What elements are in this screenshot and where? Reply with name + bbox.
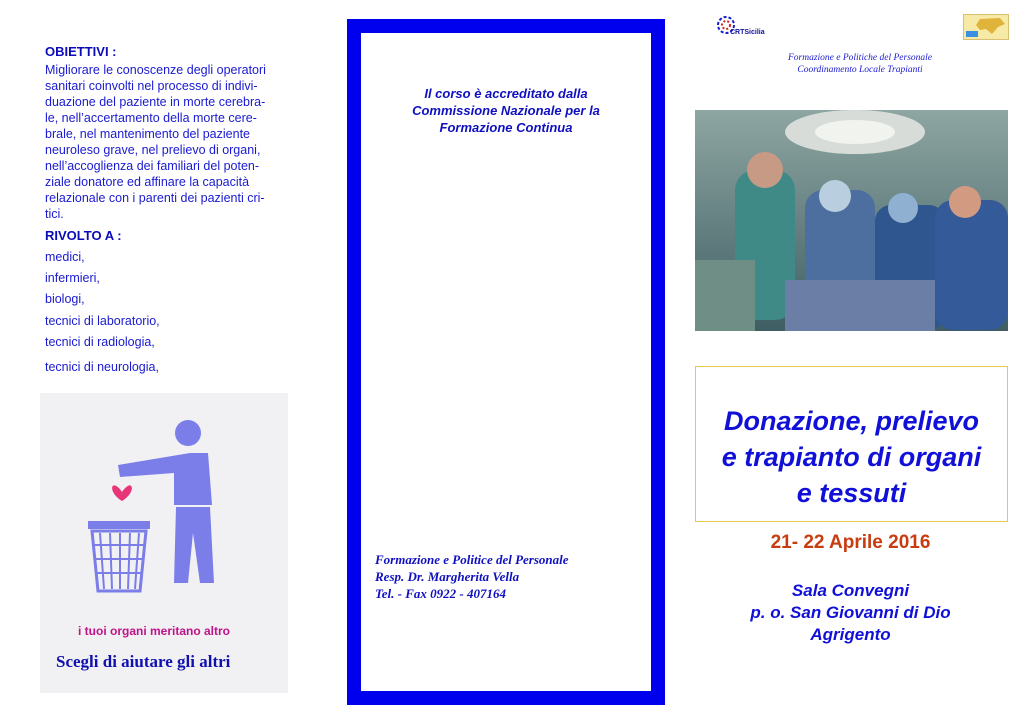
audience-item: biologi, (45, 292, 85, 306)
frame-top-border (347, 19, 665, 33)
venue-line: Agrigento (810, 625, 891, 644)
trash-bin-icon (88, 521, 150, 591)
audience-item: medici, (45, 250, 85, 264)
obiettivi-line: le, nell’accertamento della morte cere- (45, 111, 257, 125)
title-line: e trapianto di organi (721, 442, 982, 472)
figure-head (175, 420, 201, 446)
frame-right-border (651, 19, 665, 705)
frame-left-border (347, 19, 361, 705)
audience-item: tecnici di radiologia, (45, 335, 155, 349)
contact-line: Formazione e Politice del Personale (375, 552, 569, 567)
obiettivi-line: nell’accoglienza dei familiari del poten- (45, 159, 260, 173)
venue-line: p. o. San Giovanni di Dio (750, 603, 951, 622)
event-venue (695, 580, 1006, 646)
operating-room-image (695, 110, 1008, 331)
rivolto-heading: RIVOLTO A : (45, 228, 122, 243)
obiettivi-line: ziale donatore ed affinare la capacità (45, 175, 250, 189)
contact-line: Resp. Dr. Margherita Vella (375, 569, 520, 584)
obiettivi-line: duazione del paziente in morte cerebra- (45, 95, 266, 109)
poster-tagline: i tuoi organi meritano altro (78, 624, 231, 638)
trash-figure-illustration (40, 393, 288, 613)
obiettivi-text (45, 62, 295, 222)
audience-item: infermieri, (45, 271, 100, 285)
obiettivi-line: sanitari coinvolti nel processo di indivi- (45, 79, 258, 93)
sicily-map-logo (963, 14, 1009, 40)
accreditation-line: Il corso è accreditato dalla (424, 86, 588, 101)
title-text (696, 403, 1007, 511)
figure-legs (174, 507, 214, 583)
crt-logo-text: CRTSicilia (730, 29, 765, 36)
donation-poster (40, 393, 288, 693)
crt-sicilia-logo (716, 14, 765, 40)
poster-slogan: Scegli di aiutare gli altri (56, 652, 231, 671)
event-dates: 21- 22 Aprile 2016 (770, 532, 931, 553)
obiettivi-heading: OBIETTIVI : (45, 44, 117, 59)
contact-block (375, 551, 645, 602)
accreditation-notice (361, 85, 651, 136)
title-box (695, 366, 1008, 522)
organization-line: Formazione e Politiche del Personale (787, 53, 933, 63)
sicily-map-icon (964, 15, 1008, 39)
crt-logo-icon (716, 14, 762, 40)
obiettivi-line: Migliorare le conoscenze degli operatori (45, 63, 266, 77)
frame-bottom-border (347, 691, 665, 705)
figure-torso-arm (118, 453, 212, 505)
audience-item: tecnici di neurologia, (45, 360, 159, 374)
title-line: e tessuti (796, 478, 907, 508)
accreditation-line: Formazione Continua (439, 120, 573, 135)
obiettivi-line: tici. (45, 207, 64, 221)
obiettivi-line: relazionale con i parenti dei pazienti cri- (45, 191, 265, 205)
organization-header (740, 52, 980, 76)
heart-icon (112, 485, 132, 501)
organization-line: Coordinamento Locale Trapianti (797, 65, 923, 75)
obiettivi-line: neuroleso grave, nel prelievo di organi, (45, 143, 261, 157)
obiettivi-line: brale, nel mantenimento del paziente (45, 127, 250, 141)
title-line: Donazione, prelievo (723, 406, 980, 436)
venue-line: Sala Convegni (791, 581, 910, 600)
contact-line: Tel. - Fax 0922 - 407164 (375, 586, 506, 601)
surgery-photo (695, 110, 1008, 331)
accreditation-line: Commissione Nazionale per la (412, 103, 600, 118)
audience-item: tecnici di laboratorio, (45, 314, 160, 328)
